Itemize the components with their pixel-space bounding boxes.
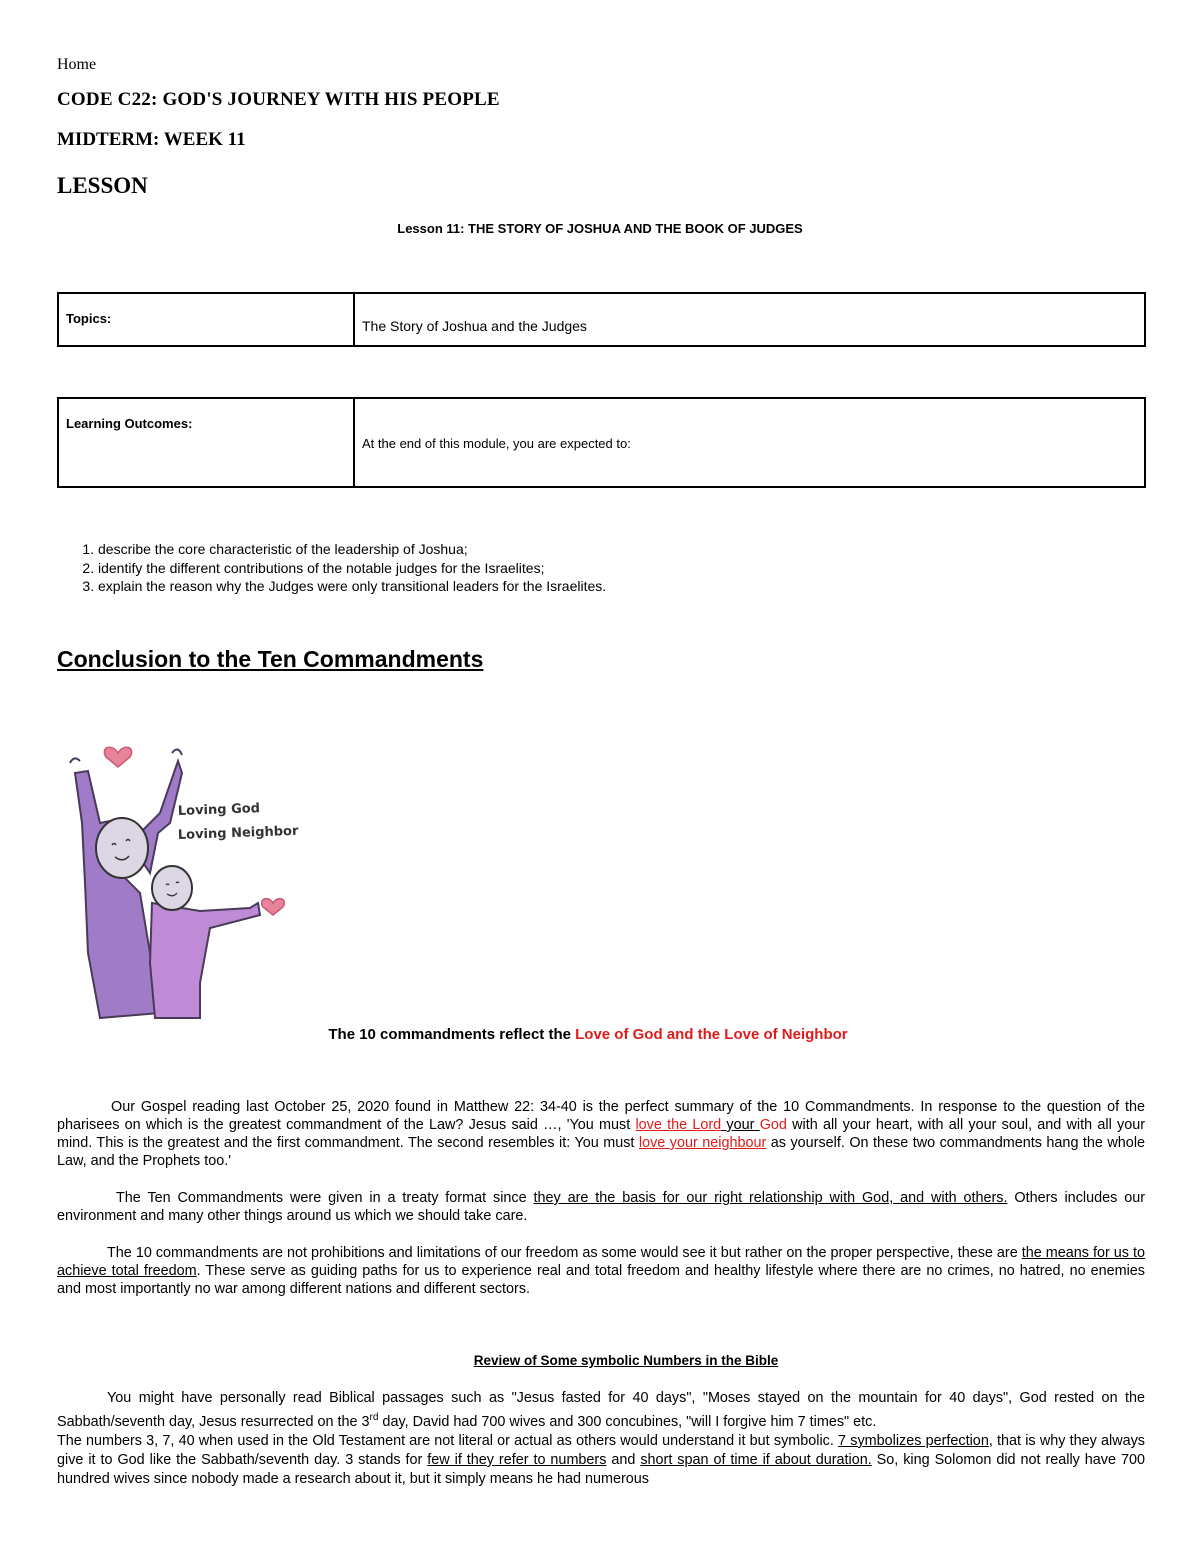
superscript: rd [369, 1412, 379, 1423]
conclusion-heading: Conclusion to the Ten Commandments [57, 646, 484, 672]
reflect-prefix: The 10 commandments reflect the [328, 1026, 576, 1043]
underlined-text: 7 symbolizes perfection [838, 1432, 989, 1449]
gospel-paragraph [57, 1098, 1145, 1170]
topics-value: The Story of Joshua and the Judges [354, 293, 1145, 346]
freedom-paragraph [57, 1244, 1145, 1298]
symbolic-numbers-paragraph [57, 1389, 1145, 1489]
topics-label: Topics: [58, 293, 354, 346]
list-item: 2. identify the different contributions of the notable judges for the Israelites; [98, 559, 606, 578]
paragraph-text: and [606, 1451, 641, 1468]
underlined-text: the means for us to achieve total freedom [57, 1245, 1145, 1279]
paragraph-text: The 10 commandments are not prohibitions and limitations of our freedom as some would see it but rather on the proper perspective, these are [107, 1245, 1022, 1261]
learning-outcomes-list [80, 540, 606, 596]
heart-icon [104, 747, 131, 767]
paragraph-text: The Ten Commandments were given in a treaty format since [116, 1190, 534, 1206]
paragraph-text: day, David had 700 wives and 300 concubines, "will I forgive him 7 times" etc. [378, 1413, 877, 1430]
learning-outcomes-table [57, 397, 1146, 488]
learning-outcomes-label: Learning Outcomes: [58, 398, 354, 487]
home-link[interactable]: Home [57, 56, 97, 73]
treaty-paragraph [57, 1189, 1145, 1225]
topics-table [57, 292, 1146, 347]
highlight-love-your-neighbour: love your neighbour [638, 1135, 767, 1151]
highlight-love-the-lord: love the Lord [635, 1117, 722, 1133]
paragraph-text: . These serve as guiding paths for us to experience real and total freedom and healthy lifestyle where there are no crimes, no hatred, no enemies and most importantly no war among different nations and different sectors. [57, 1263, 1145, 1297]
list-item: 1. describe the core characteristic of the leadership of Joshua; [98, 540, 606, 559]
commandments-reflect-line [0, 1026, 1176, 1043]
lesson-title: Lesson 11: THE STORY OF JOSHUA AND THE BOOK OF JUDGES [397, 221, 803, 236]
list-item: 3. explain the reason why the Judges were only transitional leaders for the Israelites. [98, 577, 606, 596]
illustration-text-loving-god: Loving God [177, 801, 261, 819]
underlined-text: short span of time if about duration. [640, 1451, 872, 1468]
paragraph-text: The numbers 3, 7, 40 when used in the Old Testament are not literal or actual as others would understand it but symbolic. [57, 1432, 839, 1449]
paragraph-text: with all your heart, with all your soul, and with all your mind. This is the greatest and the first commandment. The second resembles it: You must [57, 1117, 1146, 1151]
lesson-heading: LESSON [57, 173, 148, 198]
underlined-text: they are the basis for our right relationship with God, and with others. [533, 1190, 1008, 1206]
paragraph-text: Others includes our environment and many other things around us which we should take care. [57, 1190, 1145, 1224]
paragraph-text: You might have personally read Biblical passages such as "Jesus fasted for 40 days", "Moses stayed on the mountain for 40 days", God rested on the Sabbath/seventh day, Jesus resurrected on the 3 [57, 1390, 1145, 1430]
symbolic-numbers-heading: Review of Some symbolic Numbers in the Bible [473, 1353, 779, 1368]
midterm-label: MIDTERM: WEEK 11 [57, 129, 246, 150]
paragraph-text: Our Gospel reading last October 25, 2020 found in Matthew 22: 34-40 is the perfect summary of the 10 Commandments. In response to the question of the pharisees on which is the greatest commandment of the Law? Jesus said …, 'You must [57, 1099, 1145, 1133]
illustration-text-loving-neighbor: Loving Neighbor [177, 823, 299, 843]
learning-outcomes-value: At the end of this module, you are expected to: [354, 398, 1145, 487]
loving-god-illustration [60, 733, 300, 1028]
heart-icon [262, 899, 285, 915]
reflect-highlight: Love of God and the Love of Neighbor [575, 1026, 848, 1043]
course-code-title: CODE C22: GOD'S JOURNEY WITH HIS PEOPLE [57, 89, 500, 110]
highlight-god: God [759, 1117, 787, 1133]
paragraph-text: your [721, 1117, 760, 1133]
paragraph-text: , that is why they always give it to God like the Sabbath/seventh day. 3 stands for [57, 1432, 1145, 1468]
underlined-text: few if they refer to numbers [427, 1451, 607, 1468]
paragraph-text: So, king Solomon did not really have 700 hundred wives since nobody made a research about it, but it simply means he had numerous [57, 1451, 1145, 1487]
paragraph-text: as yourself. On these two commandments hang the whole Law, and the Prophets too.' [57, 1135, 1146, 1169]
